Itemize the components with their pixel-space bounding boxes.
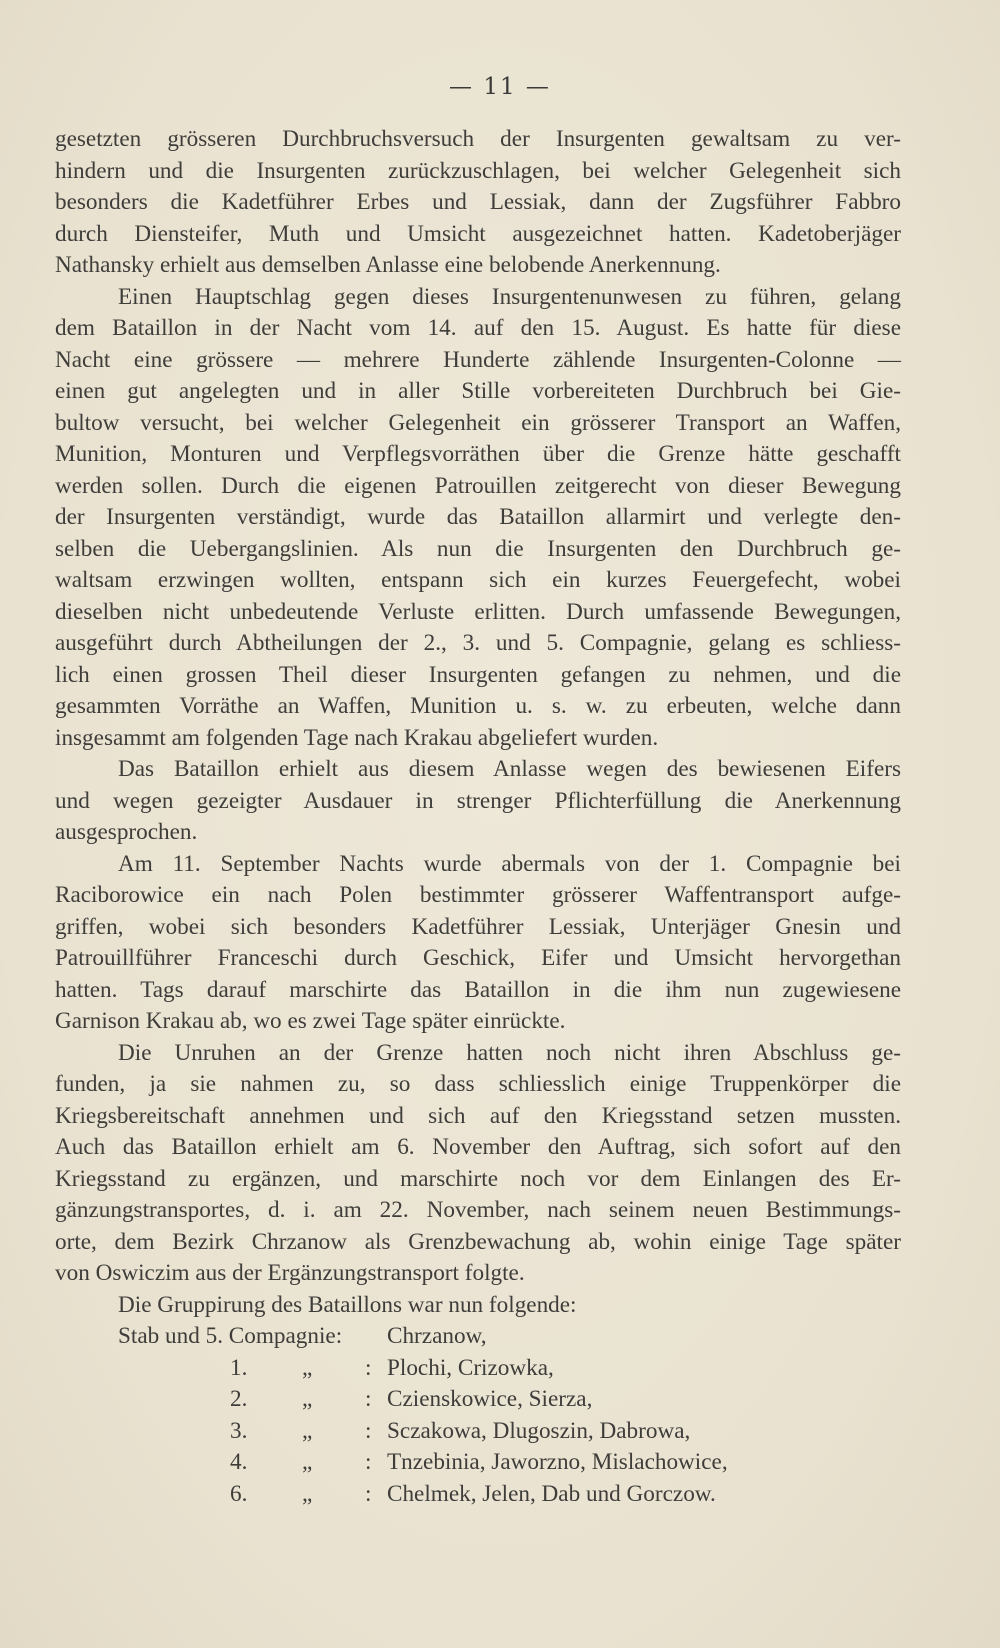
text-line: von Oswiczim aus der Ergänzungstransport folgte.	[55, 1260, 525, 1286]
grouping-row	[55, 1353, 901, 1385]
grouping-row	[55, 1384, 901, 1416]
grouping-ditto: „	[302, 1417, 313, 1444]
text-line: dem Bataillon in der Nacht vom 14. auf den 15. August. Es hatte für diese	[55, 315, 901, 341]
grouping-unit: 2.	[230, 1386, 248, 1412]
text-line: Nathansky erhielt aus demselben Anlasse eine belobende Anerkennung.	[55, 252, 721, 278]
paragraph	[55, 1038, 901, 1290]
text-line: durch Diensteifer, Muth und Umsicht ausgezeichnet hatten. Kadetoberjäger	[55, 220, 901, 247]
grouping-row	[55, 1321, 901, 1353]
text-line: einen gut angelegten und in aller Stille vorbereiteten Durchbruch bei Gie-	[55, 378, 901, 404]
grouping-ditto: „	[302, 1449, 313, 1475]
paragraph	[55, 282, 901, 755]
grouping-colon: :	[365, 1449, 372, 1475]
text-line: waltsam erzwingen wollten, entspann sich ein kurzes Feuergefecht, wobei	[55, 567, 901, 593]
grouping-colon: :	[365, 1386, 372, 1412]
text-line: Kriegsstand zu ergänzen, und marschirte noch vor dem Einlangen des Er-	[55, 1165, 901, 1192]
text-line: Kriegsbereitschaft annehmen und sich auf den Kriegsstand setzen mussten.	[55, 1102, 901, 1129]
grouping-colon: :	[365, 1354, 372, 1381]
text-line: besonders die Kadetführer Erbes und Lessiak, dann der Zugsführer Fabbro	[55, 189, 901, 215]
text-line: Nacht eine grössere — mehrere Hunderte zählende Insurgenten-Colonne —	[55, 346, 901, 373]
text-line: bultow versucht, bei welcher Gelegenheit ein grösserer Transport an Waffen,	[55, 409, 901, 436]
text-line: Am 11. September Nachts wurde abermals von der 1. Compagnie bei	[118, 850, 901, 877]
text-line: gesammten Vorräthe an Waffen, Munition u. s. w. zu erbeuten, welche dann	[55, 693, 901, 719]
grouping-unit: Stab und 5. Compagnie:	[118, 1323, 343, 1349]
text-line: insgesammt am folgenden Tage nach Krakau abgeliefert wurden.	[55, 724, 659, 751]
text-line: Das Bataillon erhielt aus diesem Anlasse wegen des bewiesenen Eifers	[118, 756, 901, 782]
grouping-places: Chrzanow,	[387, 1323, 487, 1349]
text-line: Die Gruppirung des Bataillons war nun folgende:	[118, 1291, 577, 1318]
text-line: funden, ja sie nahmen zu, so dass schliesslich einige Truppenkörper die	[55, 1071, 901, 1097]
grouping-places: Sczakowa, Dlugoszin, Dabrowa,	[387, 1417, 691, 1444]
grouping-unit: 6.	[230, 1480, 248, 1507]
text-line: dieselben nicht unbedeutende Verluste erlitten. Durch umfassende Bewegungen,	[55, 598, 901, 625]
text-line: der Insurgenten verständigt, wurde das Bataillon allarmirt und verlegte den-	[55, 504, 901, 530]
grouping-unit: 3.	[230, 1417, 248, 1444]
grouping-ditto: „	[302, 1386, 313, 1412]
text-line: Patrouillführer Franceschi durch Geschick, Eifer und Umsicht hervorgethan	[55, 945, 901, 971]
paragraph	[55, 849, 901, 1038]
text-line: ausgeführt durch Abtheilungen der 2., 3. und 5. Compagnie, gelang es schliess-	[55, 630, 901, 656]
grouping-places: Plochi, Crizowka,	[387, 1354, 554, 1381]
paragraph	[55, 124, 901, 282]
page-number: — 11 —	[449, 74, 551, 100]
body-text	[55, 124, 901, 1321]
text-line: werden sollen. Durch die eigenen Patrouillen zeitgerecht von dieser Bewegung	[55, 472, 901, 499]
text-line: lich einen grossen Theil dieser Insurgenten gefangen zu nehmen, und die	[55, 661, 901, 688]
grouping-colon: :	[365, 1417, 372, 1444]
text-line: Einen Hauptschlag gegen dieses Insurgentenunwesen zu führen, gelang	[118, 283, 901, 310]
text-line: und wegen gezeigter Ausdauer in strenger Pflichterfüllung die Anerkennung	[55, 787, 901, 814]
text-line: Auch das Bataillon erhielt am 6. November den Auftrag, sich sofort auf den	[55, 1134, 901, 1160]
text-line: Munition, Monturen und Verpflegsvorräthen über die Grenze hätte geschafft	[55, 441, 901, 467]
text-line: orte, dem Bezirk Chrzanow als Grenzbewachung ab, wohin einige Tage später	[55, 1228, 901, 1255]
grouping-unit: 1.	[230, 1354, 248, 1381]
grouping-unit: 4.	[230, 1449, 248, 1475]
grouping-colon: :	[365, 1480, 372, 1507]
grouping-ditto: „	[302, 1480, 313, 1507]
grouping-places: Chelmek, Jelen, Dab und Gorczow.	[387, 1480, 716, 1507]
text-line: ausgesprochen.	[55, 819, 198, 845]
text-line: Die Unruhen an der Grenze hatten noch nicht ihren Abschluss ge-	[118, 1039, 901, 1066]
text-line: gänzungstransportes, d. i. am 22. November, nach seinem neuen Bestimmungs-	[55, 1197, 901, 1223]
text-line: selben die Uebergangslinien. Als nun die Insurgenten den Durchbruch ge-	[55, 535, 901, 562]
text-line: Raciborowice ein nach Polen bestimmter grösserer Waffentransport aufge-	[55, 882, 901, 908]
grouping-ditto: „	[302, 1354, 313, 1381]
grouping-places: Czienskowice, Sierza,	[387, 1386, 593, 1412]
text-line: hindern und die Insurgenten zurückzuschlagen, bei welcher Gelegenheit sich	[55, 157, 901, 184]
paragraph	[55, 1290, 901, 1322]
text-line: griffen, wobei sich besonders Kadetführer Lessiak, Unterjäger Gnesin und	[55, 913, 901, 940]
grouping-row	[55, 1416, 901, 1448]
grouping-row	[55, 1447, 901, 1479]
text-line: hatten. Tags darauf marschirte das Bataillon in die ihm nun zugewiesene	[55, 976, 901, 1003]
text-line: gesetzten grösseren Durchbruchsversuch der Insurgenten gewaltsam zu ver-	[55, 126, 901, 152]
text-line: Garnison Krakau ab, wo es zwei Tage später einrückte.	[55, 1008, 566, 1034]
grouping-places: Tnzebinia, Jaworzno, Mislachowice,	[387, 1449, 728, 1475]
paragraph	[55, 754, 901, 849]
grouping-row	[55, 1479, 901, 1511]
